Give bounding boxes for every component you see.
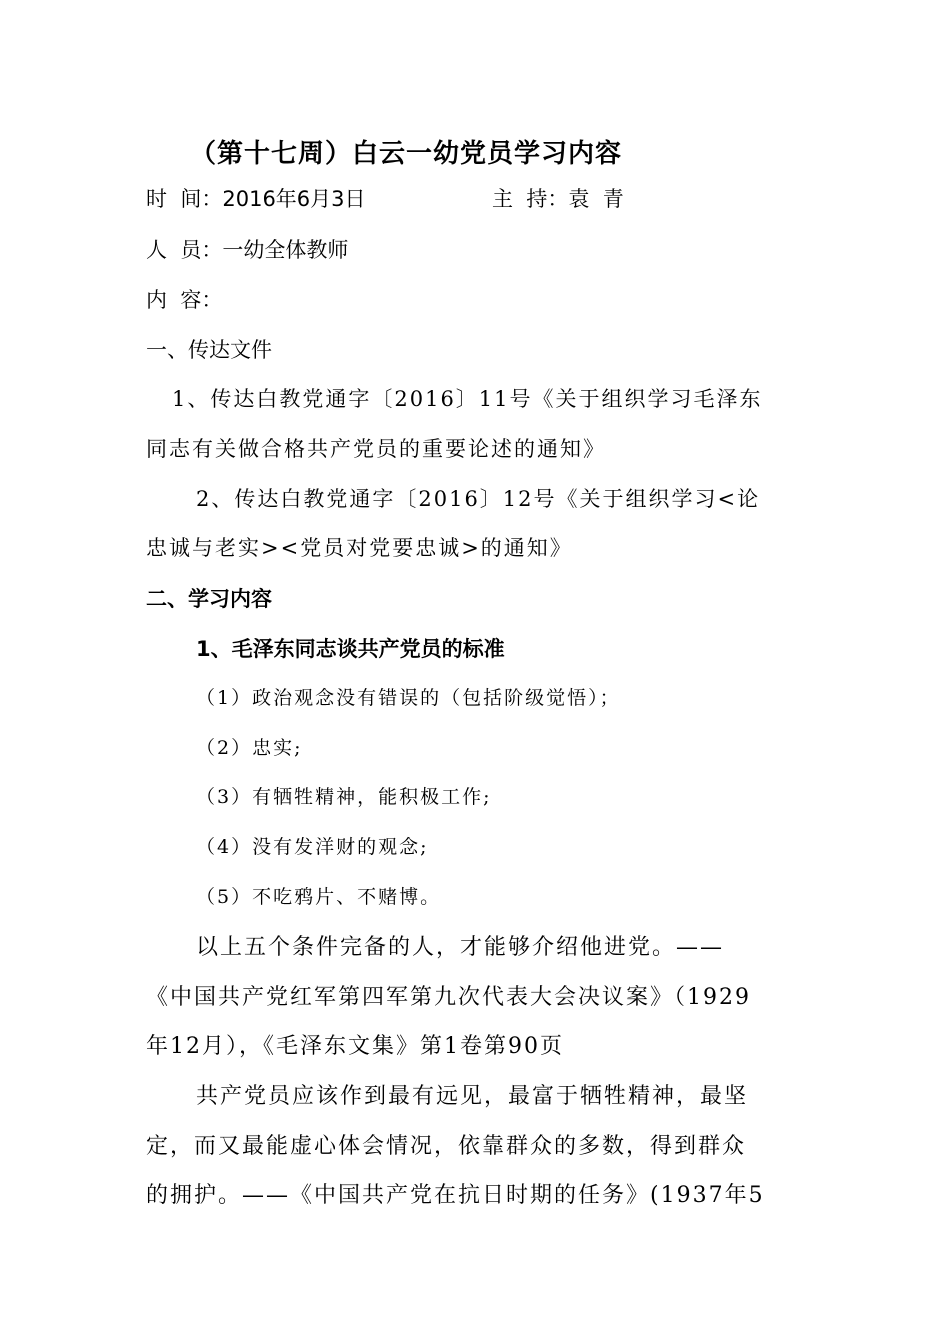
- section1-item1-line2: 同志有关做合格共产党员的重要论述的通知》: [146, 437, 606, 461]
- people-label: 人 员：: [146, 238, 223, 262]
- meta-time-row: [146, 188, 366, 211]
- point-item: （3）有牺牲精神，能积极工作;: [196, 786, 492, 808]
- section1-item2-line2: 忠诚与老实><党员对党要忠诚>的通知》: [146, 536, 573, 560]
- section2-heading: 二、学习内容: [146, 587, 272, 611]
- host-label: 主 持：: [492, 187, 569, 211]
- people-value: 一幼全体教师: [222, 238, 349, 262]
- section1-heading: 一、传达文件: [146, 338, 272, 362]
- para2-line1: 共产党员应该作到最有远见，最富于牺牲精神，最坚: [196, 1084, 749, 1109]
- para1-line2: 《中国共产党红军第四军第九次代表大会决议案》（1929: [146, 985, 751, 1010]
- content-label: 内 容：: [146, 288, 223, 312]
- point-item: （1）政治观念没有错误的（包括阶级觉悟）；: [196, 687, 621, 709]
- section1-item1-line1: 1、传达白教党通字〔2016〕11号《关于组织学习毛泽东: [172, 387, 763, 411]
- meta-people-row: [146, 239, 348, 262]
- point-item: （5）不吃鸦片、不赌博。: [196, 886, 442, 908]
- section1-item2-line1: 2、传达白教党通字〔2016〕12号《关于组织学习<论: [196, 487, 761, 511]
- time-value: 2016年6月3日: [222, 187, 366, 211]
- host-value: 袁 青: [568, 187, 624, 211]
- para1-line3: 年12月），《毛泽东文集》第1卷第90页: [146, 1034, 564, 1059]
- para1-line1: 以上五个条件完备的人，才能够介绍他进党。——: [196, 935, 725, 960]
- para2-line2: 定，而又最能虚心体会情况，依靠群众的多数，得到群众: [146, 1134, 747, 1159]
- meta-host-row: [492, 188, 624, 211]
- time-label: 时 间：: [146, 187, 223, 211]
- para2-line3: 的拥护。——《中国共产党在抗日时期的任务》(1937年5: [146, 1183, 765, 1208]
- point-item: （2）忠实;: [196, 737, 303, 759]
- point-item: （4）没有发洋财的观念;: [196, 836, 429, 858]
- section2-sub1: 1、毛泽东同志谈共产党员的标准: [196, 637, 505, 661]
- page-title: （第十七周）白云一幼党员学习内容: [190, 139, 623, 169]
